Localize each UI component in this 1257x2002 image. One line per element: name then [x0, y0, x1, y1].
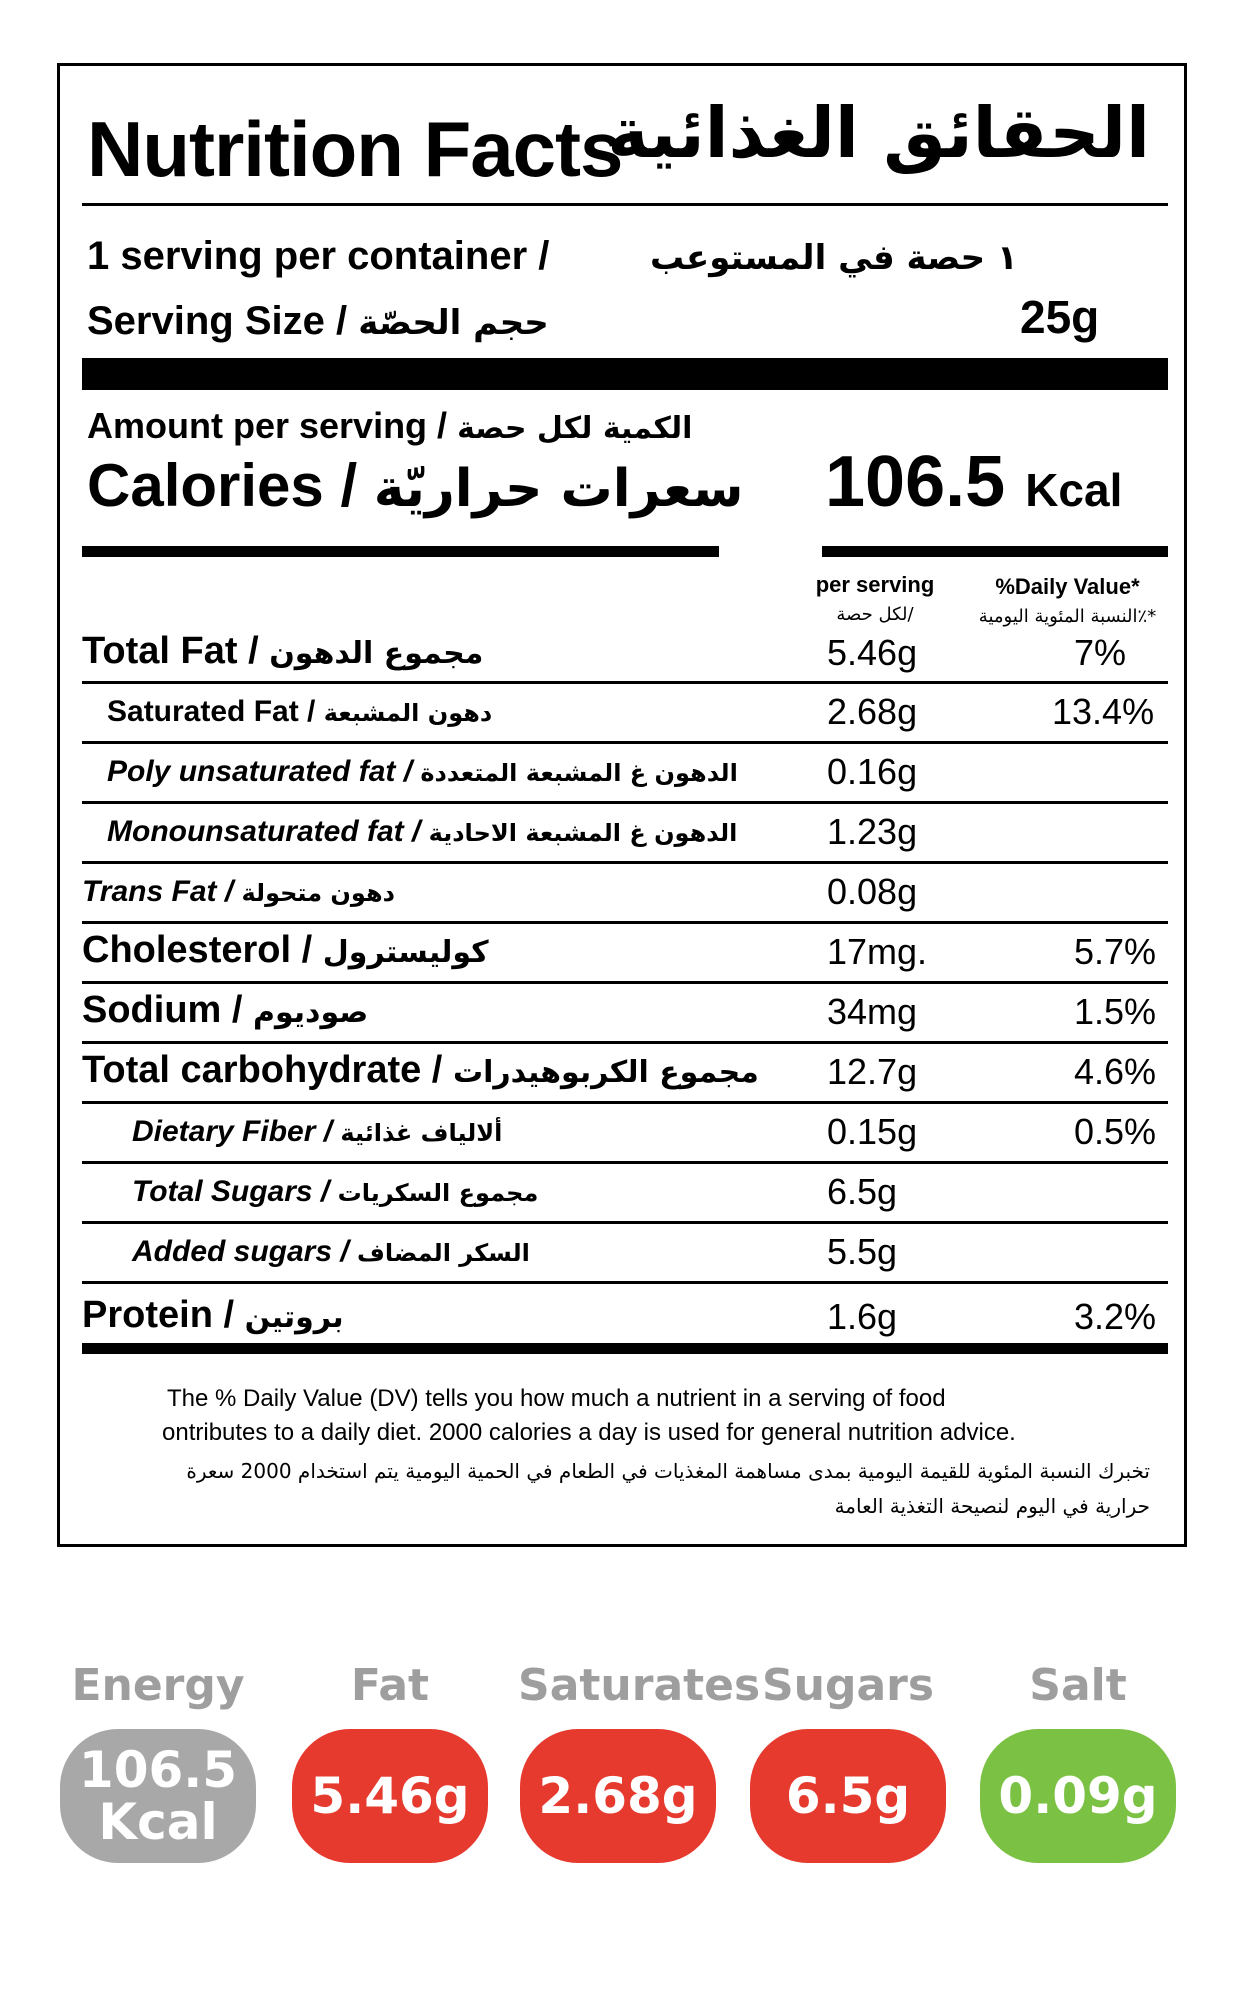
nutrient-name-ar: ألالياف غذائية	[340, 1118, 503, 1147]
nutrient-name-en: Poly unsaturated fat /	[107, 754, 421, 788]
nutrient-row	[82, 1164, 1168, 1224]
nutrient-name	[82, 630, 483, 673]
gda-value	[785, 1766, 911, 1825]
gda-value-line1: 6.5g	[785, 1766, 911, 1825]
gda-sugars	[748, 1660, 948, 1863]
nutrient-name	[132, 1235, 530, 1269]
nutrient-daily-value: 4.6%	[1074, 1051, 1157, 1092]
nutrient-name-en: Cholesterol /	[82, 929, 323, 972]
nutrient-per-serving: 2.68g	[827, 691, 918, 732]
nutrient-name-en: Monounsaturated fat /	[107, 814, 429, 848]
title-divider	[82, 203, 1168, 206]
nutrient-name-en: Protein /	[82, 1294, 245, 1337]
nutrient-daily-value: 0.5%	[1074, 1111, 1157, 1152]
nutrient-row	[82, 626, 1168, 684]
nutrient-name	[82, 1294, 344, 1337]
serving-size-label-ar: حجم الحصّة	[358, 303, 549, 343]
serving-size-label-en: Serving Size /	[87, 299, 348, 343]
serving-size	[87, 299, 549, 344]
nutrient-per-serving: 1.6g	[827, 1296, 898, 1337]
nutrient-per-serving: 5.5g	[827, 1231, 898, 1272]
calories-divider-right	[822, 546, 1168, 557]
gda-value-badge	[520, 1729, 716, 1863]
gda-value	[310, 1766, 470, 1825]
footnote-ar-line1: تخبرك النسبة المئوية للقيمة اليومية بمدى مساهمة المغذيات في الطعام في الحمية اليومية يتم استخدام 2000 سعرة	[186, 1459, 1150, 1483]
nutrient-name-en: Sodium /	[82, 989, 253, 1032]
nutrient-name-en: Trans Fat /	[82, 874, 242, 908]
nutrient-name	[107, 815, 737, 849]
nutrient-name-en: Saturated Fat /	[107, 694, 324, 728]
nutrient-row	[82, 1284, 1168, 1354]
gda-label: Salt	[1029, 1660, 1127, 1711]
gda-saturates	[518, 1660, 761, 1863]
col-dv-ar: النسبة المئوية اليومية٪*	[978, 606, 1157, 627]
nutrient-daily-value: 5.7%	[1074, 931, 1157, 972]
serving-size-value: 25g	[1020, 291, 1100, 343]
nutrient-name	[82, 1049, 759, 1092]
title-arabic: الحقائق الغذائية	[607, 92, 1150, 174]
calories-label-en: Calories /	[87, 452, 358, 519]
gda-label: Energy	[71, 1660, 245, 1711]
gda-value-line1: 2.68g	[538, 1766, 698, 1825]
col-header-per-serving	[795, 572, 955, 625]
col-per-serving-ar: لكل حصة/	[836, 604, 914, 625]
nutrient-name	[82, 875, 395, 909]
amount-per-serving	[87, 405, 692, 447]
gda-fat	[290, 1660, 490, 1863]
servings-label-en: 1 serving per container /	[87, 234, 550, 278]
nutrient-name-ar: الدهون غ المشبعة الاحادية	[428, 818, 738, 847]
nutrient-row	[82, 1224, 1168, 1284]
nutrient-name-ar: مجموع السكريات	[337, 1178, 539, 1207]
nutrient-row	[82, 684, 1168, 744]
nutrient-name	[107, 755, 738, 789]
gda-label: Sugars	[761, 1660, 935, 1711]
nutrient-name-en: Added sugars /	[132, 1234, 358, 1268]
gda-value-badge	[60, 1729, 256, 1863]
calories-unit: Kcal	[1025, 464, 1123, 516]
gda-value-line1: 106.5	[78, 1740, 238, 1799]
nutrient-name-ar: دهون المشبعة	[323, 698, 493, 727]
servings-per-container	[87, 234, 549, 279]
nutrient-row	[82, 744, 1168, 804]
nutrient-name-ar: كوليسترول	[322, 935, 489, 971]
nutrient-daily-value: 1.5%	[1074, 991, 1157, 1032]
nutrient-daily-value: 13.4%	[1052, 691, 1155, 732]
nutrient-name	[132, 1115, 502, 1149]
title-english: Nutrition Facts	[87, 105, 623, 193]
nutrient-row	[82, 864, 1168, 924]
gda-label: Fat	[350, 1660, 430, 1711]
calories-value	[825, 441, 1122, 523]
gda-value	[998, 1766, 1158, 1825]
nutrient-name	[107, 695, 492, 729]
gda-value-line1: 5.46g	[310, 1766, 470, 1825]
gda-value-badge	[750, 1729, 946, 1863]
calories-number: 106.5	[825, 442, 1006, 522]
calories-divider-left	[82, 546, 719, 557]
gda-value-badge	[292, 1729, 488, 1863]
nutrient-row	[82, 984, 1168, 1044]
calories-label	[87, 451, 743, 520]
thick-divider	[82, 358, 1168, 390]
nutrient-per-serving: 34mg	[827, 991, 918, 1032]
gda-salt	[978, 1660, 1178, 1863]
gda-value-badge	[980, 1729, 1176, 1863]
nutrient-daily-value: 7%	[1074, 632, 1127, 673]
nutrient-per-serving: 0.15g	[827, 1111, 918, 1152]
gda-value-line1: 0.09g	[998, 1766, 1158, 1825]
nutrient-name-en: Total carbohydrate /	[82, 1049, 453, 1092]
nutrition-facts-panel	[57, 63, 1187, 1547]
gda-value	[78, 1740, 238, 1851]
nutrient-row	[82, 1104, 1168, 1164]
nutrient-per-serving: 6.5g	[827, 1171, 898, 1212]
nutrient-row	[82, 804, 1168, 864]
nutrient-name-ar: دهون متحولة	[241, 878, 395, 907]
nutrient-name	[132, 1175, 538, 1209]
calories-label-ar: سعرات حراريّة	[373, 459, 744, 519]
nutrient-name-ar: الدهون غ المشبعة المتعددة	[420, 758, 738, 787]
servings-label-ar: ١ حصة في المستوعب	[650, 238, 1018, 278]
amount-label-ar: الكمية لكل حصة	[457, 411, 693, 446]
footnote-en-line1: The % Daily Value (DV) tells you how much a nutrient in a serving of food	[167, 1385, 946, 1412]
nutrient-name-ar: صوديوم	[253, 995, 369, 1031]
nutrient-name-en: Total Sugars /	[132, 1174, 338, 1208]
nutrient-per-serving: 17mg.	[827, 931, 928, 972]
nutrient-per-serving: 0.16g	[827, 751, 918, 792]
nutrient-per-serving: 1.23g	[827, 811, 918, 852]
footnote-ar-line2: حرارية في اليوم لنصيحة التغذية العامة	[834, 1494, 1150, 1518]
nutrient-name	[82, 989, 368, 1032]
footnote-en-line2: ontributes to a daily diet. 2000 calories a day is used for general nutrition advice.	[162, 1419, 1016, 1446]
nutrient-row	[82, 1044, 1168, 1104]
nutrient-name-ar: مجموع الدهون	[269, 636, 484, 672]
gda-label: Saturates	[518, 1660, 761, 1711]
nutrient-name-ar: السكر المضاف	[357, 1238, 530, 1267]
nutrient-name-en: Dietary Fiber /	[132, 1114, 341, 1148]
gda-value-line2: Kcal	[98, 1793, 218, 1851]
nutrient-name-ar: بروتين	[244, 1300, 344, 1336]
gda-value	[538, 1766, 698, 1825]
row-divider	[82, 1343, 1168, 1354]
gda-energy	[58, 1660, 258, 1863]
nutrient-name-en: Total Fat /	[82, 630, 270, 673]
amount-label-en: Amount per serving /	[87, 405, 448, 446]
nutrient-per-serving: 12.7g	[827, 1051, 918, 1092]
nutrient-row	[82, 924, 1168, 984]
col-header-daily-value	[965, 574, 1170, 627]
nutrient-name-ar: مجموع الكربوهيدرات	[452, 1055, 759, 1091]
col-per-serving-en: per serving	[815, 572, 935, 597]
nutrient-name	[82, 929, 489, 972]
nutrient-per-serving: 0.08g	[827, 871, 918, 912]
col-dv-en: %Daily Value*	[995, 574, 1140, 599]
nutrient-per-serving: 5.46g	[827, 632, 918, 673]
nutrient-daily-value: 3.2%	[1074, 1296, 1157, 1337]
